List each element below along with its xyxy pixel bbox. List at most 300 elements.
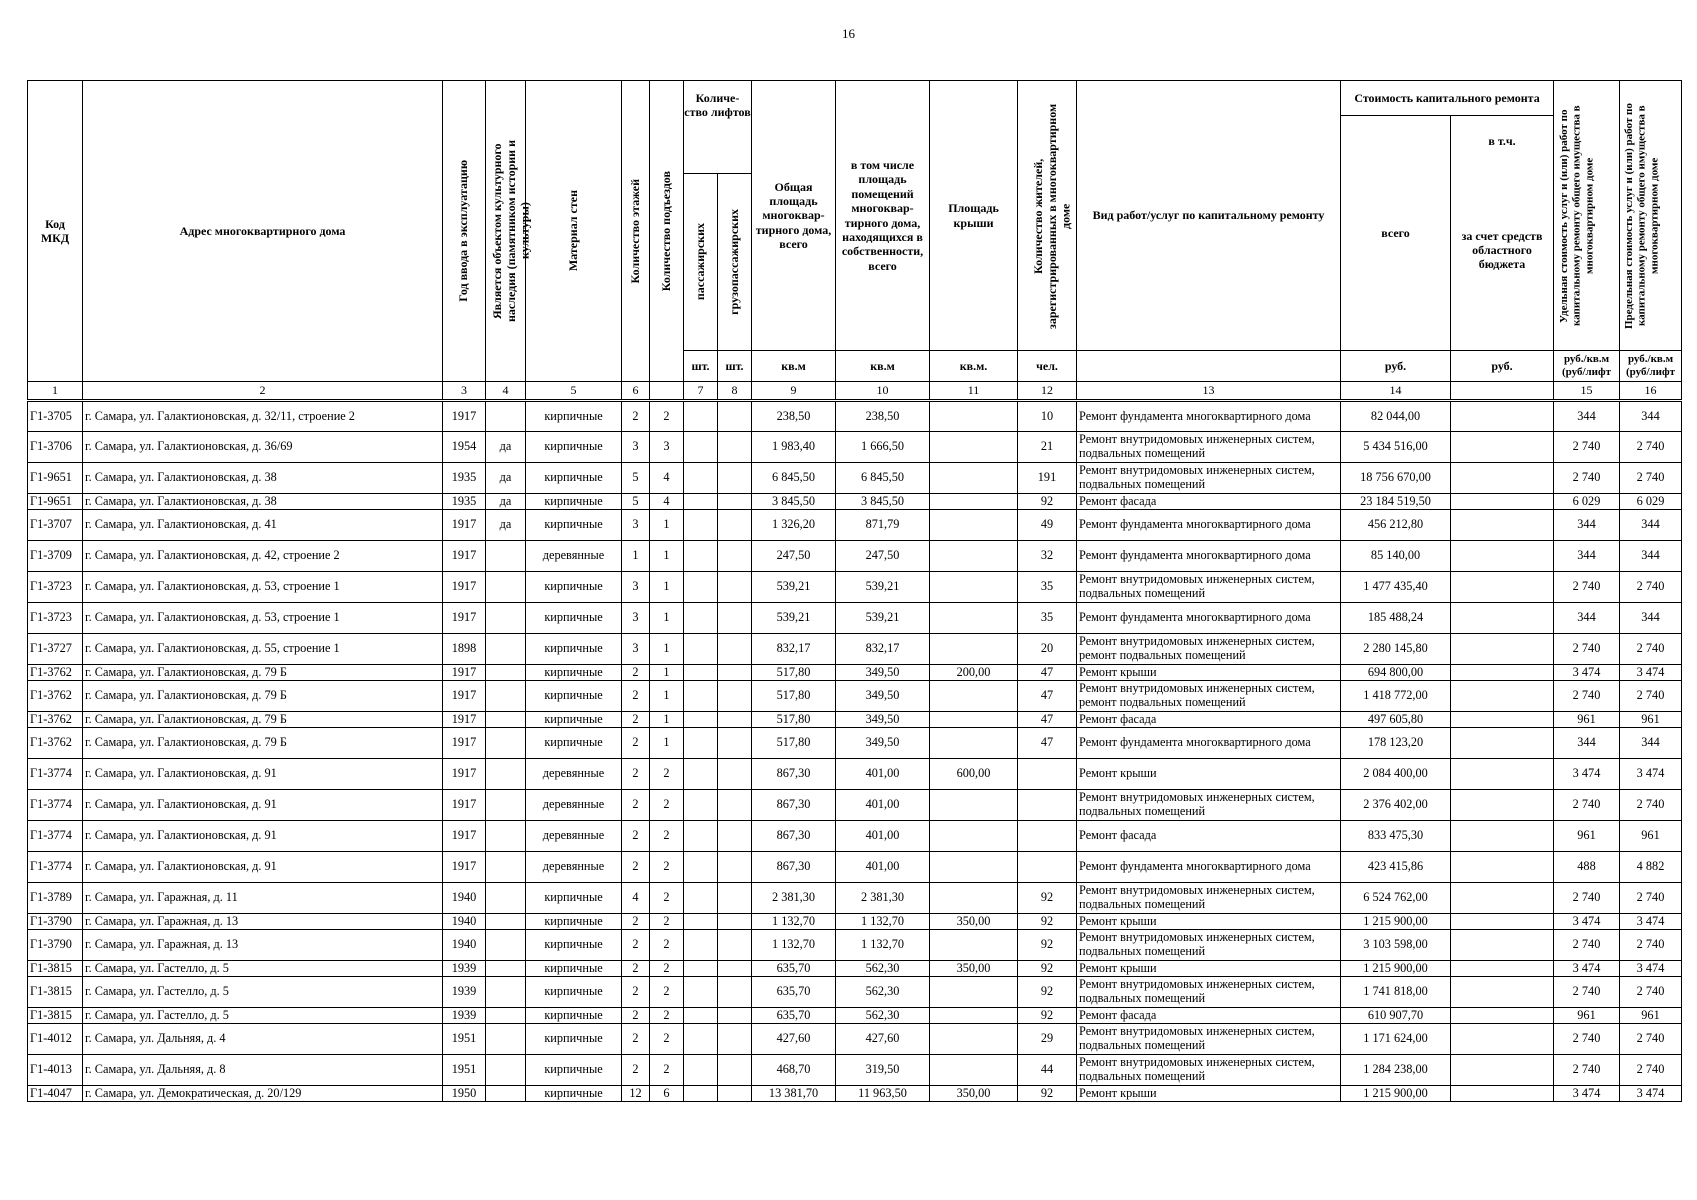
- cell-owned-area: 349,50: [836, 681, 930, 712]
- cell-heritage: [486, 728, 526, 759]
- table-row: [28, 821, 1682, 852]
- table-row: [28, 665, 1682, 681]
- cell-max-cost: 6 029: [1620, 494, 1682, 510]
- cell-regional-budget: [1451, 634, 1554, 665]
- cell-residents: 47: [1018, 665, 1077, 681]
- cell-material: кирпичные: [526, 1055, 622, 1086]
- table-row: [28, 977, 1682, 1008]
- cell-entrances: 2: [650, 930, 684, 961]
- cell-cost-total: 497 605,80: [1341, 712, 1451, 728]
- header-address: Адрес многоквартирного дома: [83, 81, 443, 382]
- unit-pcs-passenger: шт.: [684, 351, 718, 382]
- cell-cost-total: 1 477 435,40: [1341, 572, 1451, 603]
- cell-address: г. Самара, ул. Галактионовская, д. 79 Б: [83, 712, 443, 728]
- cell-owned-area: 562,30: [836, 961, 930, 977]
- cell-roof-area: 600,00: [930, 759, 1018, 790]
- cell-passenger-lifts: [684, 1008, 718, 1024]
- cell-entrances: 2: [650, 759, 684, 790]
- cell-entrances: 2: [650, 852, 684, 883]
- cell-passenger-lifts: [684, 463, 718, 494]
- cell-entrances: 1: [650, 541, 684, 572]
- cell-entrances: 1: [650, 681, 684, 712]
- cell-entrances: 1: [650, 510, 684, 541]
- cell-unit-cost: 2 740: [1554, 930, 1620, 961]
- cell-year: 1917: [443, 401, 486, 432]
- cell-max-cost: 344: [1620, 541, 1682, 572]
- cell-cost-total: 1 171 624,00: [1341, 1024, 1451, 1055]
- cell-work-type: Ремонт внутридомовых инженерных систем, подвальных помещений: [1077, 883, 1341, 914]
- cell-owned-area: 349,50: [836, 665, 930, 681]
- cell-year: 1940: [443, 914, 486, 930]
- cell-work-type: Ремонт фундамента многоквартирного дома: [1077, 728, 1341, 759]
- cell-passenger-lifts: [684, 681, 718, 712]
- cell-owned-area: 562,30: [836, 977, 930, 1008]
- cell-year: 1939: [443, 977, 486, 1008]
- cell-regional-budget: [1451, 1024, 1554, 1055]
- cell-floors: 2: [622, 1008, 650, 1024]
- table-row: [28, 572, 1682, 603]
- cell-work-type: Ремонт внутридомовых инженерных систем, подвальных помещений: [1077, 432, 1341, 463]
- cell-year: 1917: [443, 665, 486, 681]
- cell-material: деревянные: [526, 852, 622, 883]
- cell-passenger-lifts: [684, 432, 718, 463]
- cell-floors: 3: [622, 432, 650, 463]
- cell-roof-area: [930, 681, 1018, 712]
- cell-residents: 32: [1018, 541, 1077, 572]
- cell-year: 1935: [443, 494, 486, 510]
- cell-heritage: [486, 883, 526, 914]
- cell-code: Г1-9651: [28, 463, 83, 494]
- cell-year: 1898: [443, 634, 486, 665]
- cell-residents: 92: [1018, 883, 1077, 914]
- cell-work-type: Ремонт крыши: [1077, 961, 1341, 977]
- cell-unit-cost: 344: [1554, 603, 1620, 634]
- cell-cost-total: 1 741 818,00: [1341, 977, 1451, 1008]
- cell-passenger-lifts: [684, 914, 718, 930]
- cell-unit-cost: 3 474: [1554, 961, 1620, 977]
- cell-work-type: Ремонт крыши: [1077, 665, 1341, 681]
- cell-roof-area: [930, 572, 1018, 603]
- header-total-area: Общая площадь многоквар-тирного дома, всего: [752, 81, 836, 351]
- table-row: [28, 1055, 1682, 1086]
- cell-regional-budget: [1451, 728, 1554, 759]
- cell-work-type: Ремонт внутридомовых инженерных систем, подвальных помещений: [1077, 977, 1341, 1008]
- cell-work-type: Ремонт внутридомовых инженерных систем, подвальных помещений: [1077, 1055, 1341, 1086]
- table-row: [28, 510, 1682, 541]
- cell-address: г. Самара, ул. Демократическая, д. 20/129: [83, 1086, 443, 1102]
- cell-cargo-lifts: [718, 759, 752, 790]
- cell-regional-budget: [1451, 977, 1554, 1008]
- cell-floors: 2: [622, 728, 650, 759]
- cell-max-cost: 3 474: [1620, 914, 1682, 930]
- cell-entrances: 2: [650, 914, 684, 930]
- header-max-cost: Предельная стоимость услуг и (или) работ по капитальному ремонту общего имущества в многоквартирном доме: [1620, 81, 1682, 351]
- cell-address: г. Самара, ул. Галактионовская, д. 32/11, строение 2: [83, 401, 443, 432]
- cell-entrances: 2: [650, 401, 684, 432]
- cell-roof-area: [930, 821, 1018, 852]
- cell-address: г. Самара, ул. Галактионовская, д. 91: [83, 790, 443, 821]
- column-number: 2: [83, 382, 443, 401]
- cell-floors: 5: [622, 463, 650, 494]
- cell-cargo-lifts: [718, 681, 752, 712]
- cell-total-area: 539,21: [752, 572, 836, 603]
- table-row: [28, 1086, 1682, 1102]
- cell-cargo-lifts: [718, 712, 752, 728]
- cell-max-cost: 2 740: [1620, 883, 1682, 914]
- cell-material: кирпичные: [526, 401, 622, 432]
- cell-residents: 92: [1018, 961, 1077, 977]
- cell-owned-area: 1 132,70: [836, 930, 930, 961]
- cell-max-cost: 961: [1620, 1008, 1682, 1024]
- table-row: [28, 1008, 1682, 1024]
- cell-address: г. Самара, ул. Галактионовская, д. 79 Б: [83, 728, 443, 759]
- cell-owned-area: 349,50: [836, 728, 930, 759]
- cell-regional-budget: [1451, 494, 1554, 510]
- cell-residents: 44: [1018, 1055, 1077, 1086]
- cell-roof-area: [930, 1055, 1018, 1086]
- cell-year: 1917: [443, 712, 486, 728]
- cell-residents: [1018, 790, 1077, 821]
- cell-code: Г1-3762: [28, 665, 83, 681]
- cell-material: деревянные: [526, 790, 622, 821]
- cell-heritage: [486, 930, 526, 961]
- cell-regional-budget: [1451, 541, 1554, 572]
- cell-code: Г1-3789: [28, 883, 83, 914]
- cell-entrances: 4: [650, 463, 684, 494]
- cell-max-cost: 2 740: [1620, 572, 1682, 603]
- cell-heritage: да: [486, 510, 526, 541]
- cell-material: кирпичные: [526, 712, 622, 728]
- cell-cargo-lifts: [718, 977, 752, 1008]
- cell-cost-total: 456 212,80: [1341, 510, 1451, 541]
- cell-entrances: 1: [650, 728, 684, 759]
- cell-residents: 47: [1018, 681, 1077, 712]
- cell-cost-total: 1 215 900,00: [1341, 914, 1451, 930]
- header-cargo: грузопассажирских: [726, 209, 741, 315]
- cell-unit-cost: 488: [1554, 852, 1620, 883]
- cell-total-area: 1 983,40: [752, 432, 836, 463]
- unit-regional-budget: руб.: [1451, 351, 1554, 382]
- cell-residents: 47: [1018, 728, 1077, 759]
- cell-address: г. Самара, ул. Галактионовская, д. 91: [83, 821, 443, 852]
- cell-cargo-lifts: [718, 494, 752, 510]
- cell-residents: 49: [1018, 510, 1077, 541]
- cell-total-area: 1 132,70: [752, 930, 836, 961]
- cell-material: кирпичные: [526, 494, 622, 510]
- cell-cargo-lifts: [718, 821, 752, 852]
- cell-material: деревянные: [526, 759, 622, 790]
- column-number: 8: [718, 382, 752, 401]
- cell-code: Г1-3774: [28, 790, 83, 821]
- cell-max-cost: 2 740: [1620, 1024, 1682, 1055]
- cell-unit-cost: 344: [1554, 728, 1620, 759]
- cell-cost-total: 23 184 519,50: [1341, 494, 1451, 510]
- cell-code: Г1-3707: [28, 510, 83, 541]
- cell-passenger-lifts: [684, 712, 718, 728]
- cell-cargo-lifts: [718, 665, 752, 681]
- cell-unit-cost: 2 740: [1554, 883, 1620, 914]
- cell-heritage: [486, 790, 526, 821]
- cell-cost-total: 694 800,00: [1341, 665, 1451, 681]
- cell-regional-budget: [1451, 821, 1554, 852]
- cell-material: кирпичные: [526, 681, 622, 712]
- cell-regional-budget: [1451, 961, 1554, 977]
- cell-work-type: Ремонт внутридомовых инженерных систем, ремонт подвальных помещений: [1077, 634, 1341, 665]
- cell-owned-area: 401,00: [836, 852, 930, 883]
- cell-cost-total: 1 418 772,00: [1341, 681, 1451, 712]
- cell-material: кирпичные: [526, 914, 622, 930]
- header-entrances: Количество подъездов: [650, 81, 684, 382]
- cell-max-cost: 3 474: [1620, 961, 1682, 977]
- cell-unit-cost: 3 474: [1554, 1086, 1620, 1102]
- column-number: 13: [1077, 382, 1341, 401]
- cell-heritage: [486, 603, 526, 634]
- cell-cost-total: 85 140,00: [1341, 541, 1451, 572]
- cell-work-type: Ремонт внутридомовых инженерных систем, ремонт подвальных помещений: [1077, 681, 1341, 712]
- cell-owned-area: 2 381,30: [836, 883, 930, 914]
- cell-passenger-lifts: [684, 930, 718, 961]
- cell-address: г. Самара, ул. Галактионовская, д. 42, строение 2: [83, 541, 443, 572]
- cell-year: 1917: [443, 728, 486, 759]
- cell-owned-area: 319,50: [836, 1055, 930, 1086]
- cell-floors: 2: [622, 1024, 650, 1055]
- cell-address: г. Самара, ул. Гастелло, д. 5: [83, 1008, 443, 1024]
- cell-address: г. Самара, ул. Галактионовская, д. 41: [83, 510, 443, 541]
- cell-address: г. Самара, ул. Галактионовская, д. 38: [83, 463, 443, 494]
- header-regional-budget: в т.ч. за счет средств областного бюджета: [1451, 116, 1554, 351]
- cell-total-area: 867,30: [752, 759, 836, 790]
- cell-floors: 2: [622, 961, 650, 977]
- cell-address: г. Самара, ул. Гаражная, д. 13: [83, 914, 443, 930]
- cell-address: г. Самара, ул. Гастелло, д. 5: [83, 977, 443, 1008]
- column-number: 9: [752, 382, 836, 401]
- cell-residents: 35: [1018, 603, 1077, 634]
- cell-unit-cost: 2 740: [1554, 1055, 1620, 1086]
- cell-cost-total: 6 524 762,00: [1341, 883, 1451, 914]
- cell-max-cost: 2 740: [1620, 432, 1682, 463]
- cell-heritage: [486, 1024, 526, 1055]
- cell-regional-budget: [1451, 665, 1554, 681]
- cell-work-type: Ремонт фундамента многоквартирного дома: [1077, 401, 1341, 432]
- cell-address: г. Самара, ул. Галактионовская, д. 79 Б: [83, 665, 443, 681]
- cell-code: Г1-3727: [28, 634, 83, 665]
- cell-residents: 92: [1018, 914, 1077, 930]
- cell-residents: 92: [1018, 1086, 1077, 1102]
- cell-residents: [1018, 821, 1077, 852]
- cell-max-cost: 2 740: [1620, 977, 1682, 1008]
- cell-code: Г1-3706: [28, 432, 83, 463]
- table-row: [28, 1024, 1682, 1055]
- cell-address: г. Самара, ул. Галактионовская, д. 53, строение 1: [83, 603, 443, 634]
- cell-material: кирпичные: [526, 510, 622, 541]
- cell-material: кирпичные: [526, 463, 622, 494]
- cell-floors: 2: [622, 930, 650, 961]
- cell-unit-cost: 961: [1554, 712, 1620, 728]
- cell-work-type: Ремонт внутридомовых инженерных систем, подвальных помещений: [1077, 790, 1341, 821]
- cell-max-cost: 2 740: [1620, 930, 1682, 961]
- cell-unit-cost: 2 740: [1554, 463, 1620, 494]
- unit-total-area: кв.м: [752, 351, 836, 382]
- cell-work-type: Ремонт крыши: [1077, 1086, 1341, 1102]
- cell-code: Г1-4012: [28, 1024, 83, 1055]
- cell-unit-cost: 3 474: [1554, 914, 1620, 930]
- cell-owned-area: 427,60: [836, 1024, 930, 1055]
- cell-total-area: 3 845,50: [752, 494, 836, 510]
- cell-passenger-lifts: [684, 961, 718, 977]
- cell-year: 1951: [443, 1055, 486, 1086]
- cell-max-cost: 2 740: [1620, 790, 1682, 821]
- column-number: 10: [836, 382, 930, 401]
- cell-cargo-lifts: [718, 790, 752, 821]
- cell-work-type: Ремонт фундамента многоквартирного дома: [1077, 603, 1341, 634]
- cell-max-cost: 344: [1620, 728, 1682, 759]
- cell-unit-cost: 6 029: [1554, 494, 1620, 510]
- table-row: [28, 541, 1682, 572]
- cell-max-cost: 4 882: [1620, 852, 1682, 883]
- cell-material: кирпичные: [526, 634, 622, 665]
- cell-cost-total: 610 907,70: [1341, 1008, 1451, 1024]
- cell-regional-budget: [1451, 463, 1554, 494]
- cell-residents: 21: [1018, 432, 1077, 463]
- cell-cargo-lifts: [718, 432, 752, 463]
- table-header: [28, 81, 1682, 401]
- cell-regional-budget: [1451, 1008, 1554, 1024]
- cell-residents: [1018, 852, 1077, 883]
- cell-regional-budget: [1451, 852, 1554, 883]
- column-number: 7: [684, 382, 718, 401]
- cell-year: 1917: [443, 603, 486, 634]
- cell-residents: 35: [1018, 572, 1077, 603]
- cell-passenger-lifts: [684, 1024, 718, 1055]
- cell-code: Г1-3762: [28, 681, 83, 712]
- cell-material: кирпичные: [526, 572, 622, 603]
- cell-cargo-lifts: [718, 852, 752, 883]
- cell-total-area: 6 845,50: [752, 463, 836, 494]
- cell-floors: 2: [622, 977, 650, 1008]
- cell-work-type: Ремонт фундамента многоквартирного дома: [1077, 541, 1341, 572]
- header-unit-cost: Удельная стоимость услуг и (или) работ по капитальному ремонту общего имущества в многоквартирном доме: [1554, 81, 1620, 351]
- cell-material: деревянные: [526, 541, 622, 572]
- cell-regional-budget: [1451, 1055, 1554, 1086]
- table-row: [28, 728, 1682, 759]
- cell-address: г. Самара, ул. Галактионовская, д. 91: [83, 852, 443, 883]
- column-number: 1: [28, 382, 83, 401]
- cell-code: Г1-4047: [28, 1086, 83, 1102]
- header-cost-total: всего: [1341, 116, 1451, 351]
- column-number: 3: [443, 382, 486, 401]
- cell-year: 1940: [443, 930, 486, 961]
- cell-floors: 2: [622, 1055, 650, 1086]
- cell-heritage: [486, 821, 526, 852]
- table-row: [28, 494, 1682, 510]
- cell-work-type: Ремонт фасада: [1077, 712, 1341, 728]
- cell-max-cost: 3 474: [1620, 759, 1682, 790]
- column-number: 5: [526, 382, 622, 401]
- cell-passenger-lifts: [684, 790, 718, 821]
- cell-cargo-lifts: [718, 401, 752, 432]
- cell-material: кирпичные: [526, 432, 622, 463]
- cell-material: кирпичные: [526, 977, 622, 1008]
- cell-heritage: да: [486, 463, 526, 494]
- cell-total-area: 427,60: [752, 1024, 836, 1055]
- cell-address: г. Самара, ул. Дальняя, д. 4: [83, 1024, 443, 1055]
- capital-repair-table: [27, 80, 1682, 1102]
- cell-material: деревянные: [526, 821, 622, 852]
- cell-unit-cost: 344: [1554, 541, 1620, 572]
- cell-roof-area: [930, 603, 1018, 634]
- cell-work-type: Ремонт внутридомовых инженерных систем, подвальных помещений: [1077, 463, 1341, 494]
- column-number: 14: [1341, 382, 1451, 401]
- cell-entrances: 1: [650, 572, 684, 603]
- cell-floors: 2: [622, 401, 650, 432]
- cell-cargo-lifts: [718, 914, 752, 930]
- header-passenger: пассажирских: [692, 223, 707, 301]
- cell-cost-total: 5 434 516,00: [1341, 432, 1451, 463]
- cell-cargo-lifts: [718, 541, 752, 572]
- cell-floors: 2: [622, 852, 650, 883]
- cell-cargo-lifts: [718, 961, 752, 977]
- cell-total-area: 635,70: [752, 977, 836, 1008]
- cell-year: 1917: [443, 821, 486, 852]
- cell-year: 1917: [443, 681, 486, 712]
- cell-owned-area: 562,30: [836, 1008, 930, 1024]
- cell-heritage: [486, 961, 526, 977]
- cell-regional-budget: [1451, 510, 1554, 541]
- cell-residents: [1018, 759, 1077, 790]
- cell-heritage: [486, 1086, 526, 1102]
- cell-entrances: 1: [650, 603, 684, 634]
- column-number: 15: [1554, 382, 1620, 401]
- cell-roof-area: [930, 977, 1018, 1008]
- table-row: [28, 961, 1682, 977]
- cell-code: Г1-9651: [28, 494, 83, 510]
- cell-material: кирпичные: [526, 1086, 622, 1102]
- cell-address: г. Самара, ул. Гастелло, д. 5: [83, 961, 443, 977]
- cell-unit-cost: 344: [1554, 510, 1620, 541]
- cell-cost-total: 2 376 402,00: [1341, 790, 1451, 821]
- cell-total-area: 635,70: [752, 1008, 836, 1024]
- cell-regional-budget: [1451, 883, 1554, 914]
- cell-cost-total: 82 044,00: [1341, 401, 1451, 432]
- cell-floors: 12: [622, 1086, 650, 1102]
- cell-entrances: 3: [650, 432, 684, 463]
- cell-address: г. Самара, ул. Галактионовская, д. 55, строение 1: [83, 634, 443, 665]
- cell-max-cost: 961: [1620, 712, 1682, 728]
- cell-unit-cost: 2 740: [1554, 634, 1620, 665]
- cell-heritage: да: [486, 494, 526, 510]
- table-row: [28, 759, 1682, 790]
- cell-residents: 92: [1018, 930, 1077, 961]
- cell-cost-total: 18 756 670,00: [1341, 463, 1451, 494]
- cell-max-cost: 344: [1620, 603, 1682, 634]
- cell-passenger-lifts: [684, 634, 718, 665]
- cell-address: г. Самара, ул. Галактионовская, д. 53, строение 1: [83, 572, 443, 603]
- cell-total-area: 247,50: [752, 541, 836, 572]
- cell-heritage: [486, 712, 526, 728]
- cell-work-type: Ремонт внутридомовых инженерных систем, подвальных помещений: [1077, 930, 1341, 961]
- cell-year: 1917: [443, 572, 486, 603]
- table-row: [28, 930, 1682, 961]
- cell-year: 1917: [443, 759, 486, 790]
- header-cost: Стоимость капитального ремонта: [1341, 81, 1554, 116]
- column-number: [1451, 382, 1554, 401]
- cell-entrances: 2: [650, 1024, 684, 1055]
- cell-regional-budget: [1451, 603, 1554, 634]
- cell-cargo-lifts: [718, 510, 752, 541]
- cell-total-area: 2 381,30: [752, 883, 836, 914]
- cell-entrances: 1: [650, 712, 684, 728]
- cell-passenger-lifts: [684, 541, 718, 572]
